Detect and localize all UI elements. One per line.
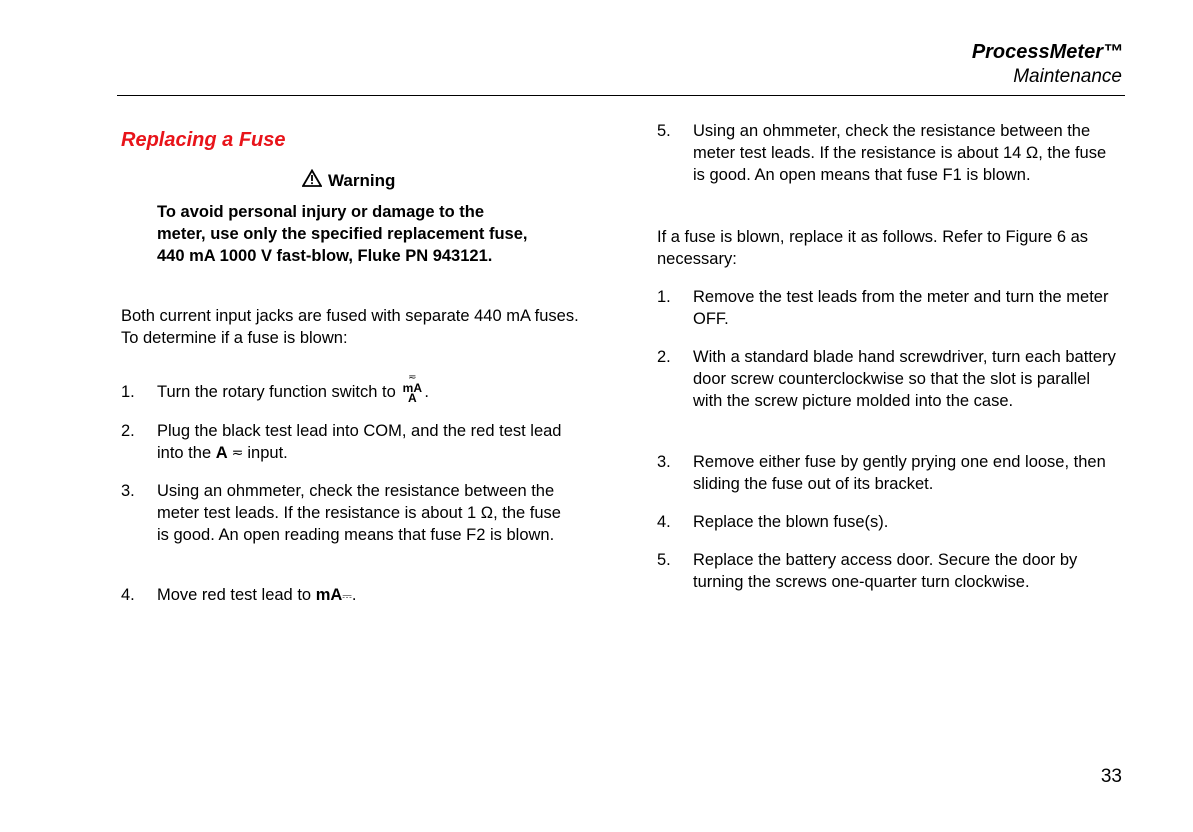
page-number: 33 xyxy=(1100,766,1122,787)
step-number: 4. xyxy=(121,586,135,604)
step-number: 2. xyxy=(657,348,671,366)
section-title: Replacing a Fuse xyxy=(121,129,286,151)
step-text: With a standard blade hand screwdriver, turn each battery door screw counterclockwise so that the slot is parallel with the screw picture molded into the case. xyxy=(693,348,1116,410)
warning-heading xyxy=(302,169,395,192)
step-text: Turn the rotary function switch to ≂ mA A . xyxy=(157,372,429,405)
warning-text: To avoid personal injury or damage to the meter, use only the specified replacement fuse, 440 mA 1000 V fast-blow, Fluke PN 943121. xyxy=(157,203,528,265)
header-product-title: ProcessMeter™ xyxy=(971,41,1123,63)
step-text: Replace the blown fuse(s). xyxy=(693,513,889,531)
replace-intro-paragraph: If a fuse is blown, replace it as follows. Refer to Figure 6 as necessary: xyxy=(657,228,1089,268)
ma-a-function-symbol-icon: ≂ mA A xyxy=(402,372,423,405)
step-number: 1. xyxy=(657,288,671,306)
ac-dc-symbol-icon: ≂ xyxy=(231,444,244,460)
step-number: 3. xyxy=(121,482,135,500)
step-text: Using an ohmmeter, check the resistance between the meter test leads. If the resistance is about 1 Ω, the fuse is good. An open reading means that fuse F2 is blown. xyxy=(157,482,561,544)
header-chapter-title: Maintenance xyxy=(1013,66,1122,87)
warning-label: Warning xyxy=(328,170,396,190)
dc-symbol-icon: ⎓ xyxy=(342,589,352,603)
step-text: Remove either fuse by gently prying one end loose, then sliding the fuse out of its bracket. xyxy=(693,453,1106,493)
step-number: 1. xyxy=(121,383,135,401)
warning-triangle-icon xyxy=(302,169,322,192)
step-number: 5. xyxy=(657,122,671,140)
fuse-intro-paragraph: Both current input jacks are fused with separate 440 mA fuses. To determine if a fuse is blown: xyxy=(121,307,579,347)
header-divider xyxy=(117,95,1125,96)
step-text: Remove the test leads from the meter and turn the meter OFF. xyxy=(693,288,1109,328)
step-number: 3. xyxy=(657,453,671,471)
step-number: 4. xyxy=(657,513,671,531)
step-text: Plug the black test lead into COM, and the red test lead into the A ≂ input. xyxy=(157,422,562,462)
step-text: Using an ohmmeter, check the resistance between the meter test leads. If the resistance is about 14 Ω, the fuse is good. An open means that fuse F1 is blown. xyxy=(693,122,1107,184)
step-text: Replace the battery access door. Secure the door by turning the screws one-quarter turn clockwise. xyxy=(693,551,1078,591)
step-number: 5. xyxy=(657,551,671,569)
step-number: 2. xyxy=(121,422,135,440)
step-text: Move red test lead to mA⎓. xyxy=(157,586,357,604)
